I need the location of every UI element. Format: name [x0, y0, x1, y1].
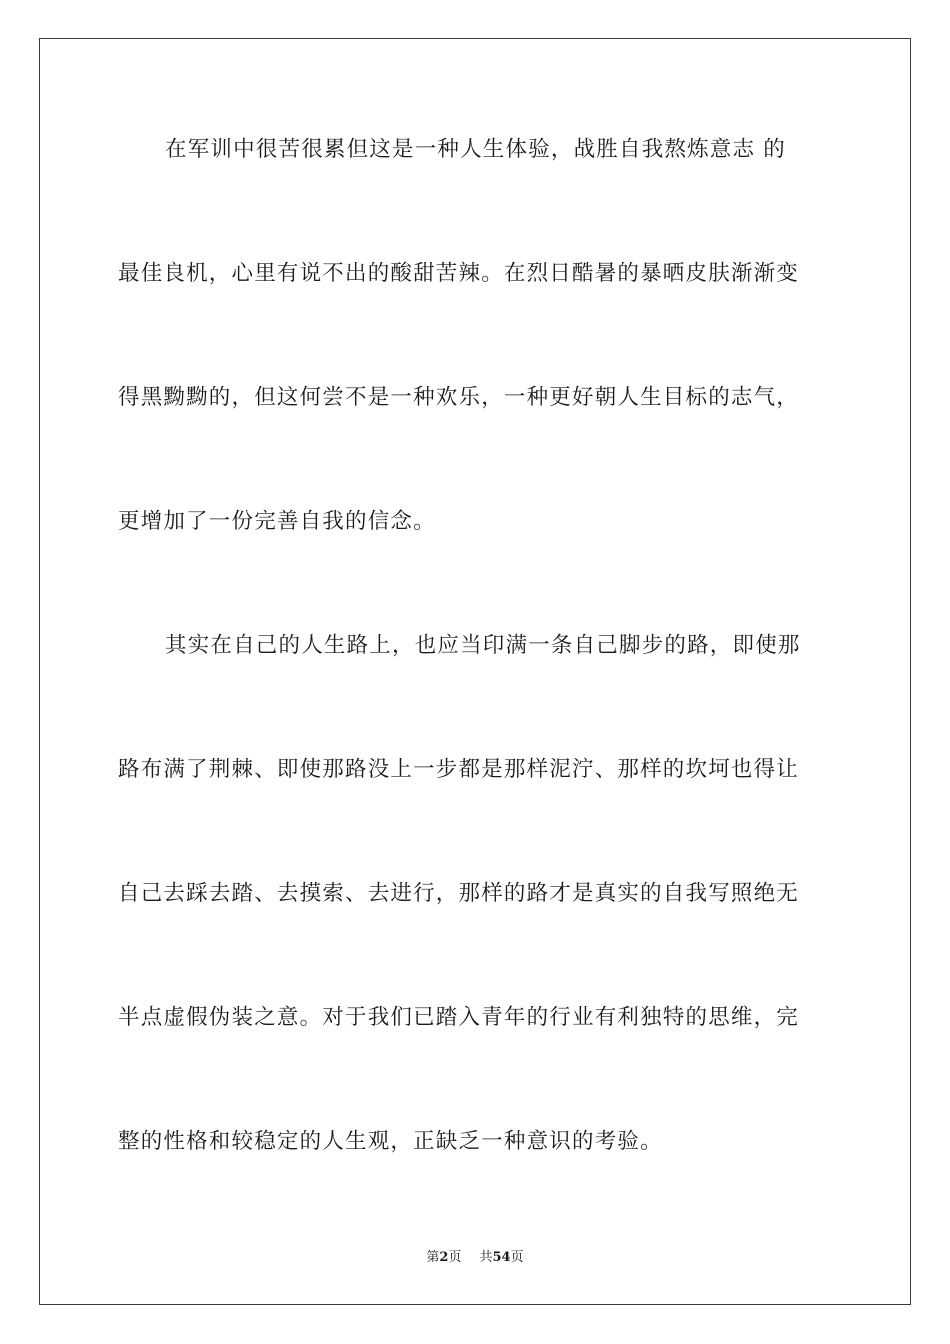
total-prefix: 共 [479, 1250, 493, 1265]
paragraph-1-line-4: 更增加了一份完善自我的信念。 [118, 509, 436, 534]
paragraph-1-line-3: 得黑黝黝的，但这何尝不是一种欢乐，一种更好朝人生目标的志气， [118, 385, 800, 410]
paragraph-2-line-1: 其实在自己的人生路上，也应当印满一条自己脚步的路，即使那 [165, 633, 801, 658]
paragraph-2-line-4: 半点虚假伪装之意。对于我们已踏入青年的行业有利独特的思维，完 [118, 1005, 800, 1030]
total-suffix: 页 [510, 1250, 524, 1265]
paragraph-2-line-2: 路布满了荆棘、即使那路没上一步都是那样泥泞、那样的坎坷也得让 [118, 757, 800, 782]
page-number: 2 [439, 1250, 449, 1265]
total-pages: 54 [492, 1250, 511, 1265]
paragraph-1-line-1: 在军训中很苦很累但这是一种人生体验，战胜自我熬炼意志 的 [165, 137, 786, 162]
page-footer [0, 1249, 950, 1267]
page-border [39, 38, 911, 1305]
page-prefix: 第 [426, 1250, 440, 1265]
paragraph-1-line-2: 最佳良机，心里有说不出的酸甜苦辣。在烈日酷暑的暴晒皮肤渐渐变 [118, 261, 800, 286]
paragraph-2-line-5: 整的性格和较稳定的人生观，正缺乏一种意识的考验。 [118, 1129, 663, 1154]
page-suffix: 页 [448, 1250, 462, 1265]
paragraph-2-line-3: 自己去踩去踏、去摸索、去进行，那样的路才是真实的自我写照绝无 [118, 881, 800, 906]
